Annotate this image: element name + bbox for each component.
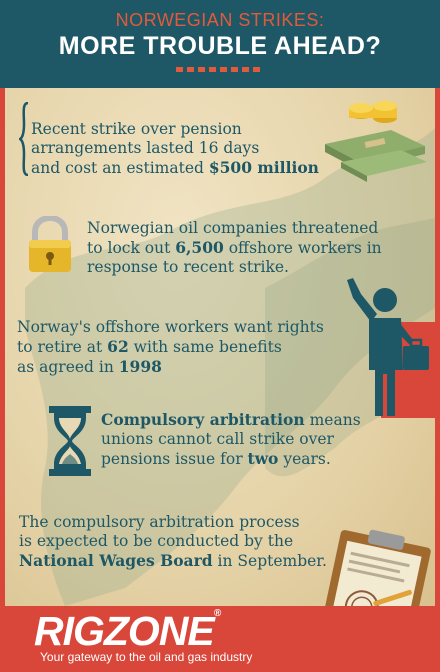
trademark-symbol: ® bbox=[213, 608, 221, 619]
fact-line bbox=[19, 551, 327, 571]
fact-text: to retire at bbox=[17, 338, 108, 356]
header-headline: MORE TROUBLE AHEAD? bbox=[58, 32, 382, 60]
fact-highlight: 62 bbox=[107, 337, 129, 356]
fact-text: as agreed in bbox=[17, 358, 119, 376]
fact-retirement bbox=[17, 318, 324, 377]
money-stack-icon bbox=[321, 100, 429, 182]
hourglass-icon bbox=[47, 406, 93, 476]
fact-highlight: two bbox=[247, 449, 279, 468]
fact-line: Norway's offshore workers want rights bbox=[17, 318, 324, 336]
fact-line: arrangements lasted 16 days bbox=[31, 139, 260, 157]
fact-line bbox=[101, 410, 361, 430]
fact-text: with same benefits bbox=[128, 338, 282, 356]
fact-line bbox=[87, 238, 382, 258]
fact-text: and cost an estimated bbox=[31, 159, 209, 177]
fact-text: offshore workers in bbox=[223, 239, 382, 257]
rigzone-logo bbox=[34, 608, 220, 655]
fact-highlight: National Wages Board bbox=[19, 551, 213, 570]
fact-wages-board bbox=[19, 513, 327, 571]
fact-line: unions cannot call strike over bbox=[101, 430, 334, 448]
fact-highlight: 1998 bbox=[118, 357, 162, 376]
footer-tagline: Your gateway to the oil and gas industry bbox=[40, 650, 253, 664]
fact-line: is expected to be conducted by the bbox=[19, 532, 294, 550]
fact-lockout bbox=[87, 219, 382, 277]
padlock-icon bbox=[21, 216, 79, 276]
fact-text: years. bbox=[278, 450, 331, 468]
worker-with-briefcase-icon bbox=[343, 278, 435, 418]
fact-line bbox=[17, 337, 324, 357]
fact-line: response to recent strike. bbox=[87, 258, 289, 276]
fact-line: The compulsory arbitration process bbox=[19, 513, 300, 531]
logo-text: RIGZONE bbox=[34, 608, 214, 654]
footer-banner bbox=[0, 606, 440, 672]
fact-highlight: 6,500 bbox=[175, 238, 224, 257]
header-banner bbox=[0, 0, 440, 88]
header-kicker: NORWEGIAN STRIKES: bbox=[115, 10, 325, 30]
header-dashes bbox=[176, 67, 264, 72]
fact-highlight: Compulsory arbitration bbox=[101, 410, 305, 429]
fact-line: Recent strike over pension bbox=[31, 120, 242, 138]
curly-brace-icon bbox=[19, 102, 29, 176]
fact-highlight: $500 million bbox=[208, 158, 319, 177]
fact-text: in September. bbox=[212, 552, 327, 570]
fact-arbitration bbox=[101, 410, 361, 469]
fact-line bbox=[31, 158, 319, 178]
fact-line: Norwegian oil companies threatened bbox=[87, 219, 379, 237]
fact-text: to lock out bbox=[87, 239, 176, 257]
fact-text: means bbox=[304, 411, 361, 429]
fact-text: pensions issue for bbox=[101, 450, 248, 468]
fact-strike-cost bbox=[31, 120, 319, 178]
fact-line bbox=[17, 357, 324, 377]
fact-line bbox=[101, 449, 361, 469]
